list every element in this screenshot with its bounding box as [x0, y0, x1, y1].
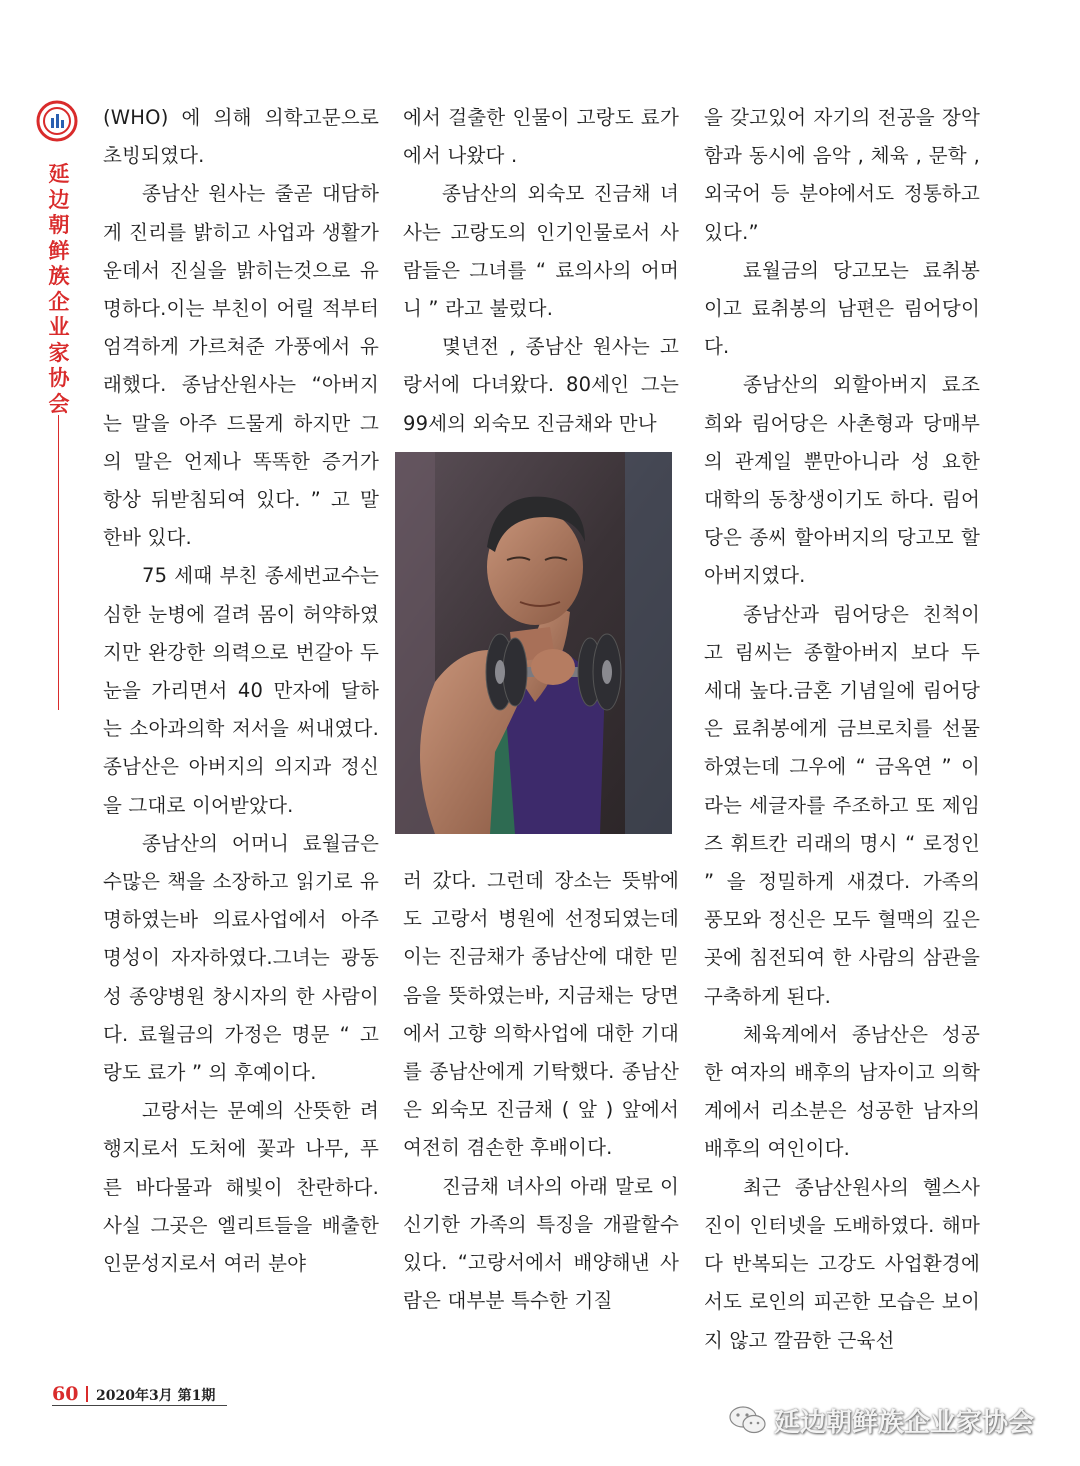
sidebar-divider: [58, 415, 59, 710]
watermark: [728, 1400, 1058, 1440]
paragraph: 종남산의 외숙모 진금채 녀사는 고랑도의 인기인물로서 사람들은 그녀를 “ 료의사의 어머니 ” 라고 불렀다.: [403, 182, 679, 321]
paragraph: 종남산과 림어당은 친척이고 림씨는 종할아버지 보다 두 세대 높다.금혼 기념일에 림어당은 료취봉에게 금브로치를 선물하였는데 그우에 “ 금옥연 ” 이라는 세글자를 주조하고 또 제임즈 휘트칸 리래의 명시 “ 로정인 ” 을 정밀하게 새겼다. 가족의 풍모와 정신은 모두 혈맥의 깊은 곳에 침전되여 한 사람의 삼관을 구축하게 된다.: [704, 602, 980, 1008]
text-column-2-top: [403, 99, 679, 444]
paragraph: 을 갖고있어 자기의 전공을 장악함과 동시에 음악 , 체육 , 문학 , 외국어 등 분야에서도 정통하고 있다.”: [704, 106, 980, 244]
paragraph: 러 갔다. 그런데 장소는 뜻밖에도 고랑서 병원에 선정되였는데 이는 진금채가 종남산에 대한 믿음을 뜻하였는바, 지금채는 당면에서 고향 의학사업에 대한 기대를 종남산에게 기탁했다. 종남산은 외숙모 진금채 ( 앞 ) 앞에서 여전히 겸손한 후배이다.: [403, 869, 679, 1160]
wechat-icon: [728, 1404, 768, 1436]
association-logo-icon: [36, 100, 78, 142]
paragraph: 에서 걸출한 인물이 고랑도 료가에서 나왔다 .: [403, 106, 679, 168]
sidebar: [34, 100, 84, 710]
page-number: 60: [52, 1383, 79, 1405]
issue-date: 2020年3月 第1期: [96, 1388, 216, 1404]
text-column-2-bottom: [403, 862, 679, 1313]
footer-separator: [86, 1386, 88, 1402]
footer-rule: [52, 1405, 227, 1406]
paragraph: 최근 종남산원사의 헬스사진이 인터넷을 도배하였다. 해마다 반복되는 고강도 사업환경에서도 로인의 피곤한 모습은 보이지 않고 깔끔한 근육선: [704, 1175, 980, 1352]
paragraph: 진금채 녀사의 아래 말로 이 신기한 가족의 특징을 개괄할수 있다. “고랑서에서 배양해낸 사람은 대부분 특수한 기질: [403, 1174, 679, 1313]
paragraph: 몇년전 , 종남산 원사는 고랑서에 다녀왔다. 80세인 그는 99세의 외숙모 진금채와 만나: [403, 335, 679, 435]
text-column-1: [103, 99, 379, 1384]
paragraph: 체육계에서 종남산은 성공한 여자의 배후의 남자이고 의학계에서 리소분은 성공한 남자의 배후의 여인이다.: [704, 1022, 980, 1161]
text-column-3: [704, 99, 980, 1384]
paragraph: 75 세때 부친 종세번교수는 심한 눈병에 걸려 몸이 허약하였지만 완강한 의력으로 번갈아 두눈을 가리면서 40 만자에 달하는 소아과의학 저서을 써내였다. 종남산은 아버지의 의지과 정신을 그대로 이어받았다.: [103, 564, 379, 817]
paragraph: 종남산 원사는 줄곧 대담하게 진리를 밝히고 사업과 생활가운데서 진실을 밝히는것으로 유명하다.이는 부친이 어릴 적부터 엄격하게 가르쳐준 가풍에서 유래했다. 종남산원사는 “아버지는 말을 아주 드물게 하지만 그의 말은 언제나 똑똑한 증거가 항상 뒤받침되여 있다. ” 고 말한바 있다.: [103, 182, 379, 550]
paragraph: 종남산의 외할아버지 료조희와 림어당은 사촌형과 당매부의 관계일 뿐만아니라 성 요한 대학의 동창생이기도 하다. 림어당은 종씨 할아버지의 당고모 할아버지였다.: [704, 373, 980, 588]
photo-man-lifting-dumbbell: [395, 452, 672, 834]
vertical-title: 延边朝鲜族企业家协会: [48, 162, 70, 416]
paragraph: 종남산의 어머니 료월금은 수많은 책을 소장하고 읽기로 유명하였는바 의료사업에서 아주 명성이 자자하였다.그녀는 광동성 종양병원 창시자의 한 사람이다. 료월금의 가정은 명문 “ 고랑도 료가 ” 의 후예이다.: [103, 831, 379, 1085]
paragraph: (WHO) 에 의해 의학고문으로 초빙되였다.: [103, 106, 379, 168]
paragraph: 료월금의 당고모는 료취봉이고 료취봉의 남편은 림어당이다.: [704, 258, 980, 359]
watermark-text: 延边朝鲜族企业家协会: [774, 1408, 1035, 1438]
paragraph: 고랑서는 문예의 산뜻한 려행지로서 도처에 꽃과 나무, 푸른 바다물과 해빛이 찬란하다. 사실 그곳은 엘리트들을 배출한 인문성지로서 여러 분야: [103, 1099, 379, 1276]
